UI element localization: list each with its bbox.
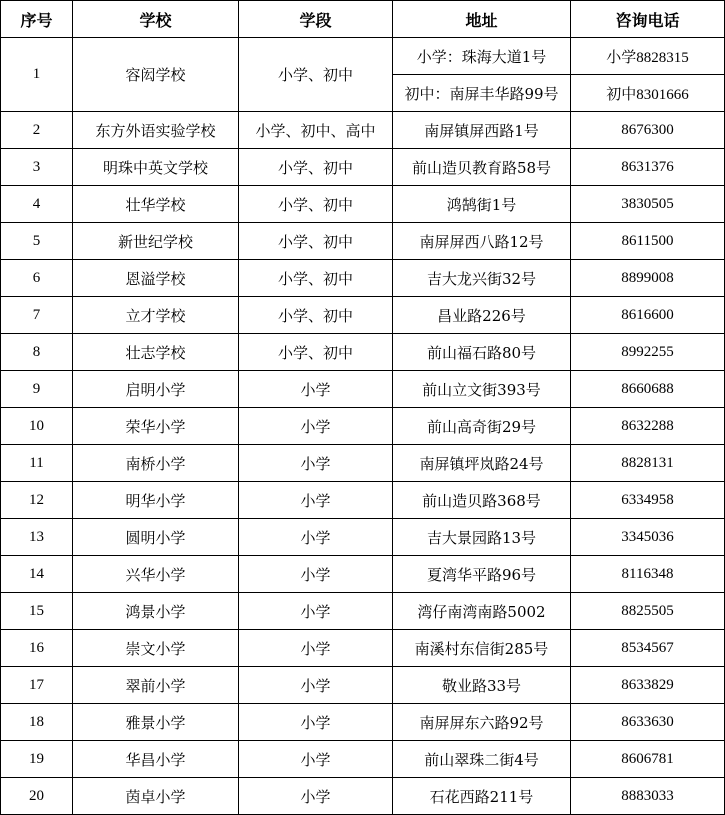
cell-phone: 8116348: [571, 556, 725, 593]
cell-school: 茵卓小学: [73, 778, 239, 815]
cell-stage: 小学: [239, 371, 393, 408]
cell-phone: 8828131: [571, 445, 725, 482]
table-row: [1, 186, 725, 223]
cell-stage: 小学: [239, 408, 393, 445]
cell-phone: 8616600: [571, 297, 725, 334]
cell-stage: 小学、初中: [239, 186, 393, 223]
cell-address: 南溪村东信街285号: [393, 630, 571, 667]
table-row: [1, 741, 725, 778]
cell-no: 7: [1, 297, 73, 334]
cell-school: 荣华小学: [73, 408, 239, 445]
cell-address: 敬业路33号: [393, 667, 571, 704]
cell-no: 11: [1, 445, 73, 482]
cell-phone: 8992255: [571, 334, 725, 371]
cell-school: 容闳学校: [73, 38, 239, 112]
cell-school: 恩溢学校: [73, 260, 239, 297]
table-row: [1, 371, 725, 408]
cell-stage: 小学: [239, 741, 393, 778]
cell-stage: 小学: [239, 778, 393, 815]
cell-stage: 小学: [239, 704, 393, 741]
cell-school: 雅景小学: [73, 704, 239, 741]
cell-no: 4: [1, 186, 73, 223]
cell-school: 壮华学校: [73, 186, 239, 223]
cell-school: 明珠中英文学校: [73, 149, 239, 186]
table-row: [1, 778, 725, 815]
cell-no: 17: [1, 667, 73, 704]
table-row: [1, 667, 725, 704]
table-row: [1, 334, 725, 371]
table-row: [1, 149, 725, 186]
cell-school: 明华小学: [73, 482, 239, 519]
cell-phone: 8883033: [571, 778, 725, 815]
cell-phone: 3830505: [571, 186, 725, 223]
cell-school: 启明小学: [73, 371, 239, 408]
cell-phone: 8606781: [571, 741, 725, 778]
table-row: [1, 408, 725, 445]
cell-stage: 小学、初中、高中: [239, 112, 393, 149]
cell-address: 前山造贝路368号: [393, 482, 571, 519]
table-row: [1, 482, 725, 519]
cell-stage: 小学: [239, 556, 393, 593]
cell-stage: 小学: [239, 445, 393, 482]
cell-no: 10: [1, 408, 73, 445]
cell-address: 南屏屏东六路92号: [393, 704, 571, 741]
cell-phone: 8660688: [571, 371, 725, 408]
cell-school: 立才学校: [73, 297, 239, 334]
cell-no: 9: [1, 371, 73, 408]
cell-stage: 小学: [239, 593, 393, 630]
cell-address: 湾仔南湾南路5002: [393, 593, 571, 630]
header-row: [1, 1, 725, 38]
cell-school: 崇文小学: [73, 630, 239, 667]
table-row: [1, 593, 725, 630]
cell-no: 20: [1, 778, 73, 815]
table-row: [1, 630, 725, 667]
cell-phone: 初中8301666: [571, 75, 725, 112]
cell-no: 18: [1, 704, 73, 741]
cell-stage: 小学、初中: [239, 38, 393, 112]
cell-stage: 小学、初中: [239, 223, 393, 260]
cell-phone: 8676300: [571, 112, 725, 149]
cell-stage: 小学: [239, 667, 393, 704]
header-stage: 学段: [239, 1, 393, 38]
cell-no: 8: [1, 334, 73, 371]
cell-no: 2: [1, 112, 73, 149]
cell-no: 19: [1, 741, 73, 778]
cell-stage: 小学: [239, 519, 393, 556]
cell-no: 16: [1, 630, 73, 667]
cell-stage: 小学: [239, 630, 393, 667]
header-school: 学校: [73, 1, 239, 38]
cell-address: 前山翠珠二街4号: [393, 741, 571, 778]
cell-phone: 6334958: [571, 482, 725, 519]
cell-school: 东方外语实验学校: [73, 112, 239, 149]
cell-address: 前山高奇街29号: [393, 408, 571, 445]
cell-phone: 小学8828315: [571, 38, 725, 75]
cell-no: 5: [1, 223, 73, 260]
header-phone: 咨询电话: [571, 1, 725, 38]
cell-no: 12: [1, 482, 73, 519]
header-address: 地址: [393, 1, 571, 38]
cell-address: 前山造贝教育路58号: [393, 149, 571, 186]
cell-address: 南屏屏西八路12号: [393, 223, 571, 260]
table-body: [1, 38, 725, 815]
cell-address: 南屏镇屏西路1号: [393, 112, 571, 149]
cell-address: 初中：南屏丰华路99号: [393, 75, 571, 112]
cell-no: 3: [1, 149, 73, 186]
cell-address: 前山立文街393号: [393, 371, 571, 408]
table-row: [1, 112, 725, 149]
cell-phone: 8611500: [571, 223, 725, 260]
cell-phone: 3345036: [571, 519, 725, 556]
cell-no: 13: [1, 519, 73, 556]
cell-phone: 8534567: [571, 630, 725, 667]
cell-stage: 小学、初中: [239, 260, 393, 297]
cell-school: 鸿景小学: [73, 593, 239, 630]
cell-phone: 8632288: [571, 408, 725, 445]
cell-phone: 8825505: [571, 593, 725, 630]
cell-no: 15: [1, 593, 73, 630]
cell-school: 翠前小学: [73, 667, 239, 704]
cell-stage: 小学、初中: [239, 297, 393, 334]
cell-phone: 8899008: [571, 260, 725, 297]
cell-no: 14: [1, 556, 73, 593]
header-no: 序号: [1, 1, 73, 38]
cell-school: 壮志学校: [73, 334, 239, 371]
table-row: [1, 445, 725, 482]
cell-school: 新世纪学校: [73, 223, 239, 260]
cell-address: 鸿鹄街1号: [393, 186, 571, 223]
cell-phone: 8633829: [571, 667, 725, 704]
cell-address: 夏湾华平路96号: [393, 556, 571, 593]
cell-address: 南屏镇坪岚路24号: [393, 445, 571, 482]
table-row: [1, 223, 725, 260]
cell-stage: 小学、初中: [239, 149, 393, 186]
cell-address: 石花西路211号: [393, 778, 571, 815]
cell-school: 圆明小学: [73, 519, 239, 556]
cell-school: 南桥小学: [73, 445, 239, 482]
table-row: [1, 704, 725, 741]
cell-address: 吉大龙兴街32号: [393, 260, 571, 297]
cell-stage: 小学、初中: [239, 334, 393, 371]
cell-address: 前山福石路80号: [393, 334, 571, 371]
cell-no: 6: [1, 260, 73, 297]
cell-phone: 8633630: [571, 704, 725, 741]
cell-phone: 8631376: [571, 149, 725, 186]
cell-school: 华昌小学: [73, 741, 239, 778]
cell-address: 小学：珠海大道1号: [393, 38, 571, 75]
table-row: [1, 260, 725, 297]
table-row: [1, 297, 725, 334]
table-row: [1, 519, 725, 556]
cell-stage: 小学: [239, 482, 393, 519]
table-row: [1, 556, 725, 593]
cell-address: 吉大景园路13号: [393, 519, 571, 556]
cell-address: 昌业路226号: [393, 297, 571, 334]
cell-no: 1: [1, 38, 73, 112]
cell-school: 兴华小学: [73, 556, 239, 593]
table-row: [1, 38, 725, 75]
